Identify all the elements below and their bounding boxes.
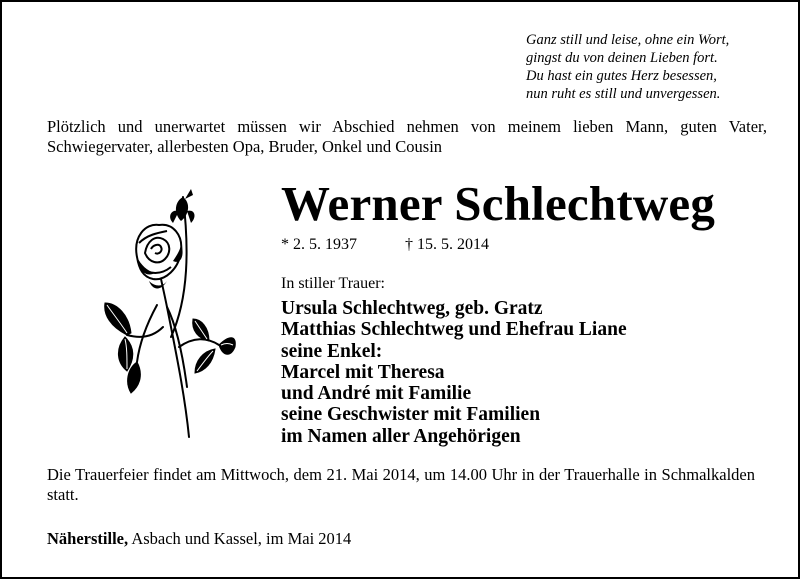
poem bbox=[526, 31, 776, 103]
mourner-line: Marcel mit Theresa bbox=[281, 361, 445, 383]
mourner-line: und André mit Familie bbox=[281, 383, 472, 405]
mourner-line: im Namen aller Angehörigen bbox=[281, 425, 521, 447]
closing-line bbox=[47, 529, 351, 549]
closing-rest: Asbach und Kassel, im Mai 2014 bbox=[128, 529, 352, 548]
mourner-line: Matthias Schlechtweg und Ehefrau Liane bbox=[281, 319, 627, 341]
poem-line: nun ruht es still und unvergessen. bbox=[526, 86, 721, 102]
mourners-list bbox=[281, 298, 627, 447]
closing-bold: Näherstille, bbox=[47, 529, 129, 548]
ceremony-text: Die Trauerfeier findet am Mittwoch, dem 21. Mai 2014, um 14.00 Uhr in der Trauerhalle in Schmalkalden statt. bbox=[47, 465, 755, 504]
poem-line: Ganz still und leise, ohne ein Wort, bbox=[526, 32, 730, 48]
death-date: † 15. 5. 2014 bbox=[405, 236, 489, 253]
mourner-line: Ursula Schlechtweg, geb. Gratz bbox=[281, 298, 543, 319]
mourner-line: seine Geschwister mit Familien bbox=[281, 404, 541, 426]
intro-text: Plötzlich und unerwartet müssen wir Abschied nehmen von meinem lieben Mann, guten Vater, Schwiegervater, allerbesten Opa, Bruder, Onkel und Cousin bbox=[47, 117, 767, 156]
life-dates bbox=[281, 235, 489, 255]
birth-date: * 2. 5. 1937 bbox=[281, 236, 357, 253]
deceased-name: Werner Schlechtweg bbox=[281, 176, 716, 231]
poem-line: Du hast ein gutes Herz besessen, bbox=[526, 68, 717, 84]
rose-icon bbox=[97, 187, 237, 447]
mourning-label: In stiller Trauer: bbox=[281, 275, 385, 292]
poem-line: gingst du von deinen Lieben fort. bbox=[526, 50, 718, 66]
mourner-line: seine Enkel: bbox=[281, 340, 383, 362]
